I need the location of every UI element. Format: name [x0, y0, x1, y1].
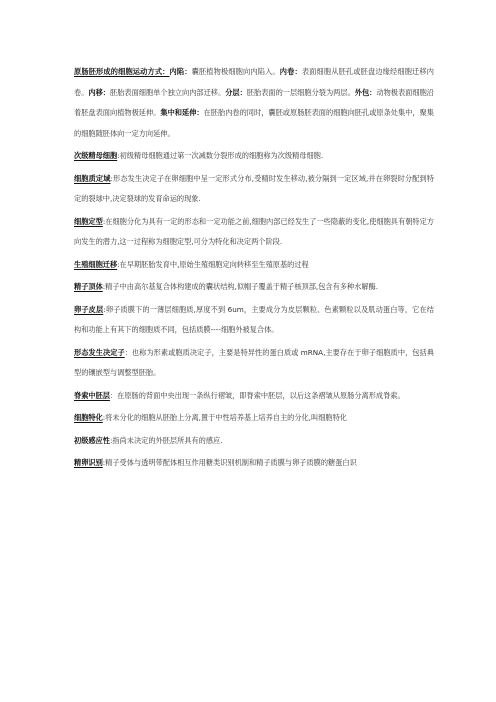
entry-term: 精卵识别: [74, 458, 103, 467]
entry-definition: :精子受体与透明带配体相互作用糖类识别机制和精子质膜与卵子质膜的糖蛋白识: [102, 458, 357, 467]
glossary-entry: [74, 62, 434, 144]
entry-definition: :卵子质膜下的一薄层细胞质,厚度不到 6um，主要成分为皮层颗粒、色素颗粒以及肌动蛋白等，它在结构和功能上有其下的细胞质不同，包括质膜----细胞外被复合体。: [74, 304, 434, 334]
entry-definition: :在细胞分化为具有一定的形态和一定功能之前,细胞内部已经发生了一些隐蔽的变化,使细胞具有朝特定方向发生的潜力,这一过程称为细胞定型,可分为特化和决定两个阶段.: [74, 216, 434, 246]
entry-term: 形态发生决定子: [74, 347, 125, 357]
entry-definition: 在胚胎内卷的同时，囊胚或原肠胚表面的细胞向胚孔或原条处集中，聚集的细胞随胚体向一定方向延伸。: [74, 108, 434, 138]
entry-definition: :精子中由高尔基复合体构建成的囊状结构,似帽子覆盖于精子核顶部,包含有多种水解酶.: [102, 282, 378, 291]
entry-subterm: 初级感应性: [74, 435, 110, 445]
entry-subterm: 集中和延伸：: [160, 108, 204, 117]
glossary-entry: [74, 386, 434, 407]
entry-definition: :在早期胚胎发育中,原始生殖细胞定向转移至生殖原基的过程: [117, 259, 309, 269]
entry-definition: 囊胚植物极细胞向内陷入。: [191, 67, 280, 76]
entry-term: 细胞质定域: [74, 173, 111, 183]
glossary-entry: [74, 343, 434, 384]
entry-definition: 动物极表面细胞沿着胚盘表面向植物极延伸。: [74, 87, 434, 117]
glossary-entry: [74, 300, 434, 341]
entry-definition: :指尚未决定的外胚层所具有的感应.: [109, 435, 223, 445]
glossary-entry: [74, 431, 434, 452]
entry-definition: ：在原肠的背面中央出现一条纵行褶皱，即脊索中胚层，以后这条褶皱从原肠分离形成脊索。: [109, 390, 405, 400]
entry-definition: ：也称为形素或胞质决定子，主要是特异性的蛋白质或 mRNA,主要存在于卵子细胞质中，包括典型的镶嵌型与调整型胚胎。: [74, 347, 434, 377]
entry-definition: 胚胎表面细胞单个独立向内部迁移。: [110, 87, 226, 97]
glossary-entry: [74, 212, 434, 253]
glossary-entry: [74, 255, 434, 276]
entry-definition: 表面细胞从胚孔或胚盘边缘经细胞迁移内卷。: [74, 67, 434, 97]
glossary-entry: [74, 453, 434, 474]
entry-term: 脊索中胚层: [74, 390, 110, 400]
entry-term: 细胞定型: [74, 216, 103, 226]
entry-definition: :初级精母细胞通过第一次减数分裂形成的细胞称为次级精母细胞.: [117, 151, 324, 160]
entry-term: 卵子皮层: [74, 304, 104, 314]
document-page: [74, 62, 434, 476]
glossary-entry: [74, 277, 434, 298]
entry-subterm: 内陷：: [169, 67, 192, 76]
glossary-entry: [74, 408, 434, 429]
entry-subterm: 外包：: [354, 87, 377, 97]
entry-term: 生殖细胞迁移: [74, 259, 118, 269]
entry-definition: 胚胎表面的一层细胞分裂为两层。: [246, 87, 355, 97]
glossary-entry: [74, 146, 434, 167]
entry-subterm: 内卷：: [279, 67, 302, 76]
entry-definition: :形态发生决定子在卵细胞中呈一定形式分布,受精时发生移动,被分隔到一定区域,并在卵裂时分配到特定的裂球中,决定裂球的发育命运的现象.: [74, 173, 434, 203]
entry-term: 次级精母细胞: [74, 151, 118, 160]
entry-subterm: 内移：: [88, 87, 111, 97]
entry-term: 精子顶体: [74, 282, 103, 291]
entry-term: 原肠胚形成的细胞运动方式：: [74, 67, 170, 76]
entry-term: 细胞特化: [74, 413, 103, 422]
glossary-entry: [74, 169, 434, 210]
entry-subterm: 分层：: [225, 87, 247, 97]
entry-definition: :将未分化的细胞从胚胎上分离,置于中性培养基上培养自主的分化,叫细胞特化: [102, 413, 347, 422]
